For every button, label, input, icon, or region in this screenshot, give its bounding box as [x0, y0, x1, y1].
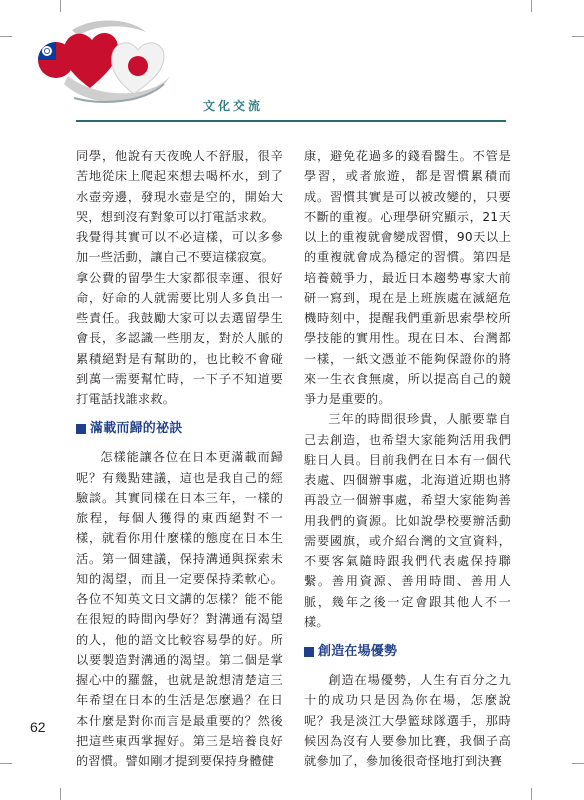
page-number: 62	[30, 719, 46, 735]
paragraph: 康，避免花過多的錢看醫生。不管是學習，或者旅遊，都是習慣累積而成。習慣其實是可以被改變的，只要不斷的重複。心理學研究顯示，21天以上的重複就會變成習慣，90天以上的重複就會成為穩定的習慣。第四是培養競爭力，最近日本趨勢專家大前研一寫到，現在是上班族處在滅絕危機時刻中，提醒我們重新思索學校所學技能的實用性。現在日本、台灣都一樣，一紙文憑並不能夠保證你的將來一生衣食無虞，所以提高自己的競爭力是重要的。	[304, 149, 511, 406]
square-bullet-icon	[76, 424, 86, 434]
section-heading-text: 滿載而歸的祕訣	[90, 421, 183, 437]
paragraph: 三年的時間很珍貴，人脈要靠自己去創造，也希望大家能夠活用我們駐日人員。目前我們在日本有一個代表處、四個辦事處，北海道近期也將再設立一個辦事處，希望大家能夠善用我們的資源。比如說學校要辦活動需要國旗，或介紹台灣的文宣資料，不要客氣隨時跟我們代表處保持聯繫。善用資源、善用時間、善用人脈，幾年之後一定會跟其他人不一樣。	[304, 412, 511, 629]
section-heading	[76, 420, 283, 438]
crop-mark	[531, 0, 532, 12]
paragraph: 我覺得其實可以不必這樣，可以多參加一些活動，讓自己不要這樣寂寞。	[76, 230, 283, 265]
header-rule	[76, 120, 506, 122]
crop-mark	[0, 763, 12, 764]
square-bullet-icon	[304, 647, 314, 657]
paragraph: 創造在場優勢，人生有百分之九十的成功只是因為你在場，怎麼說呢？我是淡江大學籃球隊選手，那時候因為沒有人要參加比賽，我個子高就參加了，參加後很奇怪地打到決賽	[304, 673, 511, 768]
left-column	[76, 146, 283, 771]
taiwan-japan-flag-hearts-logo	[34, 14, 174, 106]
crop-mark	[60, 788, 61, 800]
right-column	[304, 146, 511, 771]
paragraph: 怎樣能讓各位在日本更滿載而歸呢？有幾點建議，這也是我自己的經驗談。其實同樣在日本三年，一樣的旅程，每個人獲得的東西絕對不一樣，就看你用什麼樣的態度在日本生活。第一個建議，保持溝通與探索未知的渴望，而且一定要保持柔軟心。各位不知英文日文講的怎樣？能不能在很短的時間內學好？對溝通有渴望的人，他的語文比較容易學的好。所以要製造對溝通的渴望。第二個是掌握心中的羅盤，也就是說想清楚這三年希望在日本的生活是怎麼過？在日本什麼是對你而言是最重要的？然後把這些東西掌握好。第三是培養良好的習慣。譬如剛才提到要保持身體健	[76, 450, 283, 768]
paragraph: 同學，他說有天夜晚人不舒服，很辛苦地從床上爬起來想去喝杯水，到了水壺旁邊，發現水壺是空的，開始大哭，想到沒有對象可以打電話求救。	[76, 149, 283, 224]
crop-mark	[572, 763, 584, 764]
section-heading-text: 創造在場優勢	[318, 644, 398, 659]
crop-mark	[572, 36, 584, 37]
section-tag: 文化交流	[203, 99, 264, 113]
paragraph: 拿公費的留學生大家都很幸運、很好命，好命的人就需要比別人多負出一些責任。我鼓勵大家可以去選留學生會長，多認識一些朋友，對於人脈的累積絕對是有幫助的，也比較不會碰到萬一需要幫忙時，一下子不知道要打電話找誰求救。	[76, 270, 283, 406]
section-heading	[304, 643, 511, 661]
crop-mark	[60, 0, 61, 12]
crop-mark	[0, 36, 12, 37]
crop-mark	[531, 788, 532, 800]
